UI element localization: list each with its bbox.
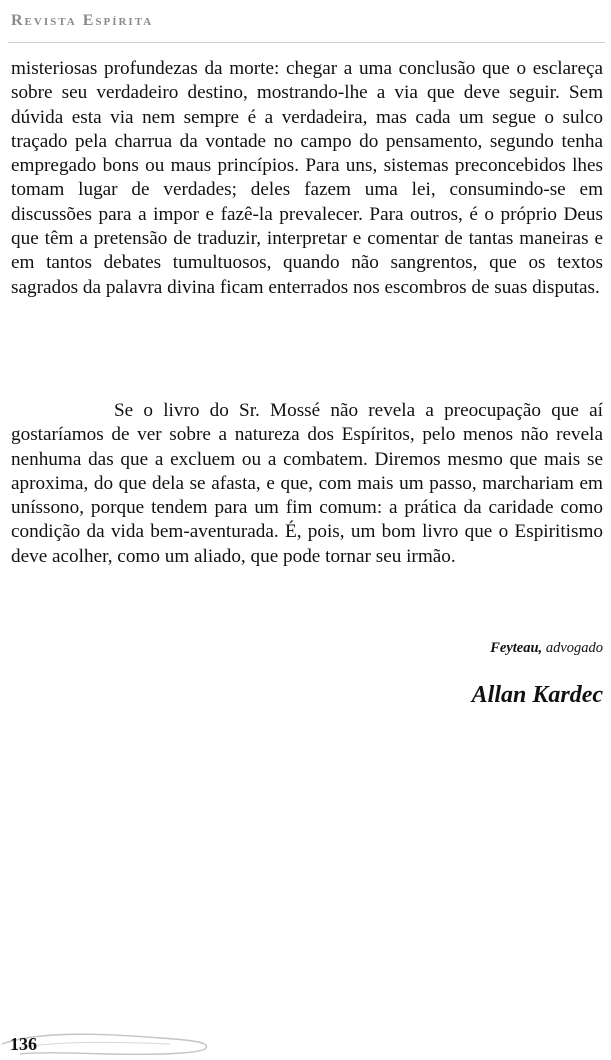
body-paragraph: Se o livro do Sr. Mossé não revela a preocupação que aí gostaríamos de ver sobre a natureza dos Espíritos, pelo menos não revela nenhuma das que a excluem ou a combatem. Diremos mesmo que mais se aproxima, do que dela se afasta, e que, com mais um passo, marchariam em uníssono, porque tendem para um fim comum: a prática da caridade como condição da vida bem-aventurada. É, pois, um bom livro que o Espiritismo deve acolher, como um aliado, que pode tornar seu irmão.: [11, 400, 603, 567]
editor-signature: Allan Kardec: [471, 682, 603, 708]
page-number: 136: [10, 1034, 37, 1054]
author-title: advogado: [545, 640, 603, 656]
header-rule: [8, 42, 605, 43]
author-name: Feyteau,: [490, 640, 543, 656]
body-paragraph: misteriosas profundezas da morte: chegar a uma conclusão que o esclareça sobre seu verdadeiro destino, mostrando-lhe a via que deve seguir. Sem dúvida esta via nem sempre é a verdadeira, mas cada um segue o sulco traçado pela charrua da vontade no campo do pensamento, segundo tenha empregado bons ou maus princípios. Para uns, sistemas preconcebidos lhes tomam lugar de verdades; deles fazem uma lei, consumindo-se em discussões para a impor e fazê-la prevalecer. Para outros, é o próprio Deus que têm a pretensão de traduzir, interpretar e comentar de tantas maneiras e em tantos debates tumultuosos, quando não sangrentos, que os textos sagrados da palavra divina ficam enterrados nos escombros de suas disputas.: [11, 58, 603, 298]
running-head: Revista Espírita: [11, 12, 154, 29]
author-signature: [490, 640, 603, 657]
